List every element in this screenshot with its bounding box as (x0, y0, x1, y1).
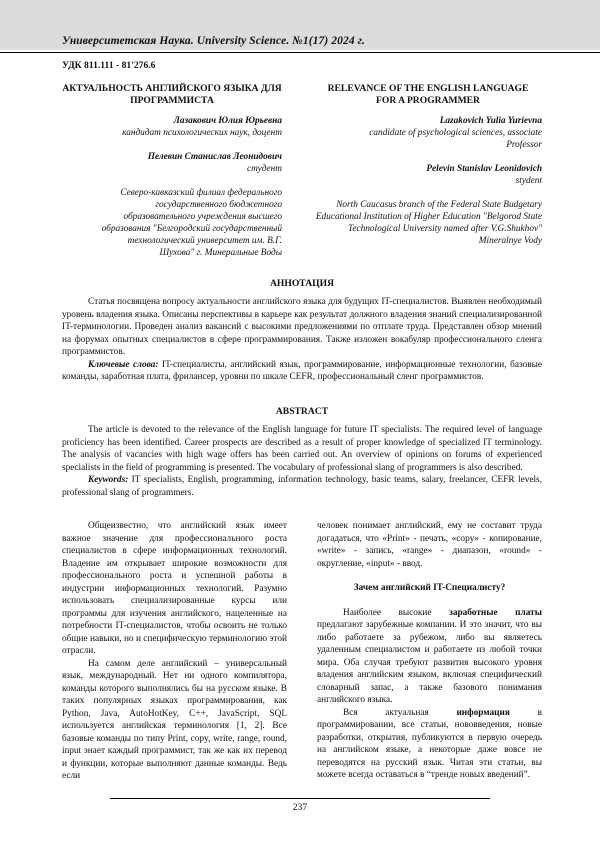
body-right-p1: человек понимает английский, ему не составит труда догадаться, что «Print» - печать, «copy» - копирование, «write» - запись, «range» - диапазон, «round» - округление, «input» - ввод. (317, 521, 542, 569)
author2-name-ru: Пелевин Станислав Леонидович (147, 152, 282, 162)
udk-code: УДК 811.111 - 81'276.6 (62, 60, 156, 71)
author1-title-ru: кандидат психологических наук, доцент (122, 128, 282, 138)
page-number: 237 (292, 802, 308, 813)
author2-title-ru: студент (247, 164, 282, 174)
body-right-column (317, 520, 542, 782)
annotation-heading: АННОТАЦИЯ (269, 278, 335, 289)
affiliation-en: North Caucasus branch of the Federal State Budgetary Educational Institution of Higher Education "Belgorod State Technological University named after V.G.Shukhov" Mineralnye Vody (315, 200, 542, 246)
body-left-p1: Общеизвестно, что английский язык имеет важное значение для профессионального роста специалистов в сфере информационных технологий. Владение им открывает широкие возможности для профессионального роста и успешной работы в индустрии информационных технологий. Разумно использовать специализированные курсы или программы для изучения английского, нацеленные на потребности IT-специалистов, чтобы освоить не только общие навыки, но и специфическую терминологию этой отрасли. (62, 521, 287, 656)
header-divider (0, 52, 600, 53)
body-right-p2-pre: Наиболее высокие (343, 607, 450, 618)
annotation-keywords (62, 359, 542, 384)
affiliation-ru: Северо-кавказский филиал федерального государственного бюджетного образовательного учреждения высшего образования "Белгородский государственный технологический университет им. В.Г. Шухова" г. Минеральные Воды (101, 188, 282, 258)
author1-title-en: candidate of psychological sciences, associate Professor (369, 128, 542, 150)
annotation-keywords-text: IT-специалисты, английский язык, программирование, информационные технологии, базовые команды, заработная плата, фрилансер, уровни по шкале CEFR, профессиональный сленг программистов. (62, 359, 542, 382)
author2-title-en: stydent (515, 176, 542, 186)
journal-header: Университетская Наука. University Science. №1(17) 2024 г. (62, 35, 365, 47)
abstract-block (62, 424, 542, 499)
abstract-text: The article is devoted to the relevance of the English language for future IT specialists. The required level of language proficiency has been identified. Career prospects are described as a result of proper knowledge of specialized IT terminology. The analysis of vacancies with high wage offers has been carried out. An overview of opinions on forums of experienced specialists in the field of programming is presented. The vocabulary of professional slang of programmers is also described. (62, 425, 542, 473)
section-heading-why-english: Зачем английский IT-Специалисту? (353, 583, 506, 593)
author1-name-ru: Лазакович Юлия Юрьевна (173, 116, 282, 126)
body-right-p3 (317, 707, 542, 782)
author2-name-en: Pelevin Stanislav Leonidovich (426, 164, 542, 174)
body-right-p2-post: предлагают зарубежные компании. И это значит, что вы либо работаете за рубежом, либо вы являетесь удаленным специалистом и работаете из любой точки мира. Оба случая требуют развития высокого уровня владения английским языком, включая специфический словарный запас, а также базового понимания английского языка. (317, 620, 542, 705)
abstract-keywords-label: Keywords: (88, 475, 129, 485)
body-right-p2-bold: заработные платы (449, 607, 542, 618)
body-right-p2 (317, 607, 542, 707)
body-right-p3-bold: информация (456, 707, 510, 718)
author1-name-en: Lazakovich Yulia Yurievna (439, 116, 542, 126)
abstract-heading: ABSTRACT (275, 406, 329, 417)
body-left-p2: На самом деле английский – универсальный язык, международный. Нет ни одного компилятора, команды которого выполнялись бы на русском языке. В таких популярных языках программирования, как Python, Java, AutoHotKey, C++, JavaScript, SQL используется английская терминология [1, 2]. Все базовые команды по типу Print, copy, write, range, round, input знает каждый программист, так же как их перевод и функции, которые выполняют данные команды. Ведь если (62, 658, 287, 781)
annotation-text: Статья посвящена вопросу актуальности английского языка для будущих IT-специалистов. Выявлен необходимый уровень владения языка. Описаны перспективы в карьере как результат должного владения знаний специализированной IT-терминологии. Проведен анализ вакансий с высокими предложениями по отплате труда. Представлен обзор мнений на форумах опытных специалистов в сфере программирования. Также изложен вокабуляр профессионального сленга программистов. (62, 297, 542, 357)
body-right-p3-pre: Вся актуальная (343, 707, 457, 718)
body-left-column (62, 520, 287, 783)
abstract-keywords-text: IT specialists, English, programming, information technology, basic teams, salary, freelancer, CEFR levels, professional slang of programmers. (62, 475, 542, 498)
annotation-block (62, 296, 542, 384)
title-en: RELEVANCE OF THE ENGLISH LANGUAGE FOR A PROGRAMMER (327, 83, 529, 106)
title-ru: АКТУАЛЬНОСТЬ АНГЛИЙСКОГО ЯЗЫКА ДЛЯ ПРОГРАММИСТА (62, 83, 282, 106)
abstract-keywords (62, 474, 542, 499)
body-right-p3-post: в программировании, все статьи, нововведения, новые разработки, открытия, публикуются в первую очередь на английском языке, а некоторые даже вовсе не переводятся на русский язык. Читая эти статьи, вы можете всегда оставаться в “тренде новых введений”. (317, 707, 542, 780)
annotation-keywords-label: Ключевые слова: (88, 359, 159, 370)
footer-divider (110, 798, 490, 799)
